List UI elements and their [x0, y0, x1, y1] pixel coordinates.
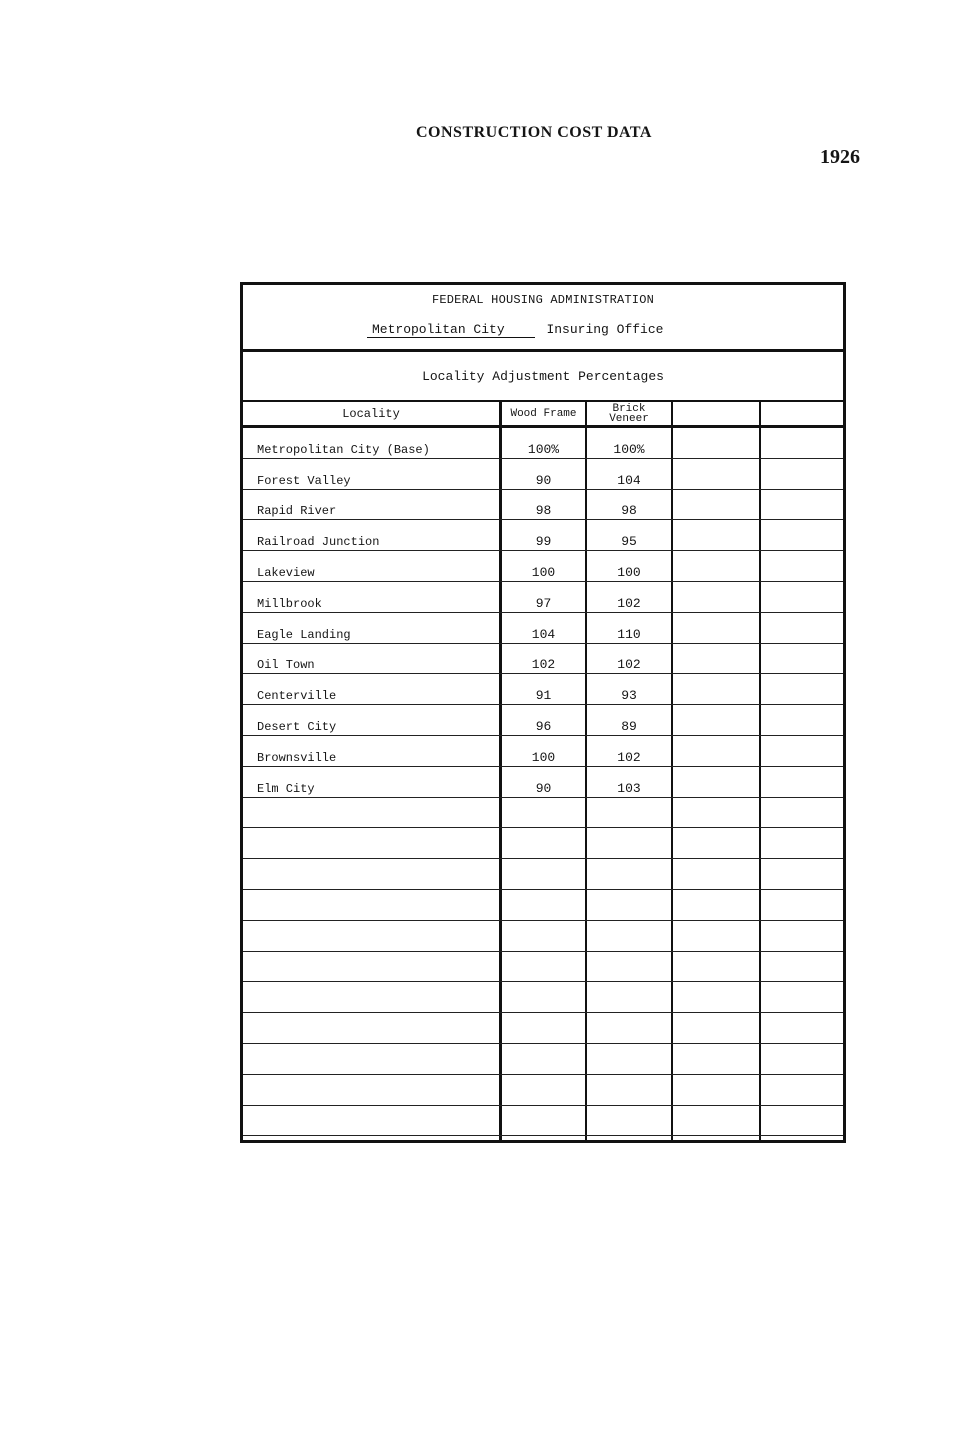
locality-cell: Oil Town [257, 658, 315, 673]
table-subtitle: Locality Adjustment Percentages [422, 369, 664, 384]
column-header-brick-line1: Brick [612, 402, 646, 415]
wood-frame-cell: 102 [531, 657, 556, 673]
locality-cell: Millbrook [257, 596, 322, 611]
locality-cell: Forest Valley [257, 473, 351, 488]
table-row [243, 1013, 843, 1044]
table-row [243, 582, 843, 613]
wood-frame-cell: 100 [531, 749, 556, 765]
brick-veneer-cell: 89 [621, 718, 637, 734]
wood-frame-cell: 91 [535, 688, 552, 704]
column-header-brick-veneer [587, 402, 671, 425]
brick-veneer-cell: 93 [621, 688, 637, 704]
locality-cell: Brownsville [257, 750, 337, 765]
table-row [243, 1106, 843, 1137]
table-row [243, 520, 843, 551]
brick-veneer-cell: 100% [613, 441, 645, 457]
table-row [243, 982, 843, 1013]
brick-veneer-cell: 95 [621, 534, 637, 550]
table-row [243, 705, 843, 736]
brick-veneer-cell: 104 [617, 472, 641, 488]
wood-frame-cell: 100 [531, 564, 556, 580]
wood-frame-cell: 99 [535, 534, 552, 550]
table-row [243, 551, 843, 582]
table-row [243, 1075, 843, 1106]
table-row [243, 859, 843, 890]
table-row [243, 428, 843, 459]
wood-frame-cell: 100% [527, 441, 560, 457]
locality-cell: Lakeview [257, 565, 315, 580]
brick-veneer-cell: 102 [617, 595, 641, 611]
brick-veneer-cell: 110 [617, 626, 641, 642]
table-row [243, 1044, 843, 1075]
wood-frame-cell: 90 [535, 780, 552, 796]
brick-veneer-cell: 102 [617, 657, 641, 673]
office-city: Metropolitan City [367, 322, 535, 338]
table-row [243, 459, 843, 490]
insuring-office-line [367, 322, 663, 338]
page-year: 1926 [820, 146, 860, 168]
table-row [243, 890, 843, 921]
table-row [243, 767, 843, 798]
locality-cell: Elm City [257, 781, 315, 796]
locality-cell: Centerville [257, 689, 337, 704]
column-header-locality: Locality [342, 406, 400, 421]
brick-veneer-cell: 103 [617, 780, 641, 796]
brick-veneer-cell: 100 [617, 564, 641, 580]
table-row [243, 613, 843, 644]
table-row [243, 674, 843, 705]
locality-cell: Railroad Junction [257, 535, 380, 550]
table-row [243, 828, 843, 859]
wood-frame-cell: 96 [535, 718, 552, 734]
locality-cell: Metropolitan City (Base) [257, 442, 430, 457]
locality-cell: Rapid River [257, 504, 337, 519]
wood-frame-cell: 98 [535, 503, 552, 519]
brick-veneer-cell: 102 [617, 749, 641, 765]
wood-frame-cell: 90 [535, 472, 552, 488]
page-title: CONSTRUCTION COST DATA [416, 124, 652, 141]
table-row [243, 644, 843, 675]
table-row [243, 952, 843, 983]
table-row [243, 798, 843, 829]
column-header-brick-line2: Veneer [609, 412, 649, 425]
agency-name: FEDERAL HOUSING ADMINISTRATION [431, 293, 655, 307]
wood-frame-cell: 104 [531, 626, 556, 642]
brick-veneer-cell: 98 [621, 503, 637, 519]
locality-adjustment-form [240, 282, 846, 1143]
office-label: Insuring Office [546, 322, 664, 337]
table-row [243, 736, 843, 767]
locality-cell: Desert City [257, 719, 337, 734]
table-row [243, 921, 843, 952]
wood-frame-cell: 97 [535, 595, 552, 611]
table-row [243, 490, 843, 521]
divider [243, 349, 843, 352]
column-header-wood-frame: Wood Frame [510, 407, 577, 420]
locality-cell: Eagle Landing [257, 627, 351, 642]
